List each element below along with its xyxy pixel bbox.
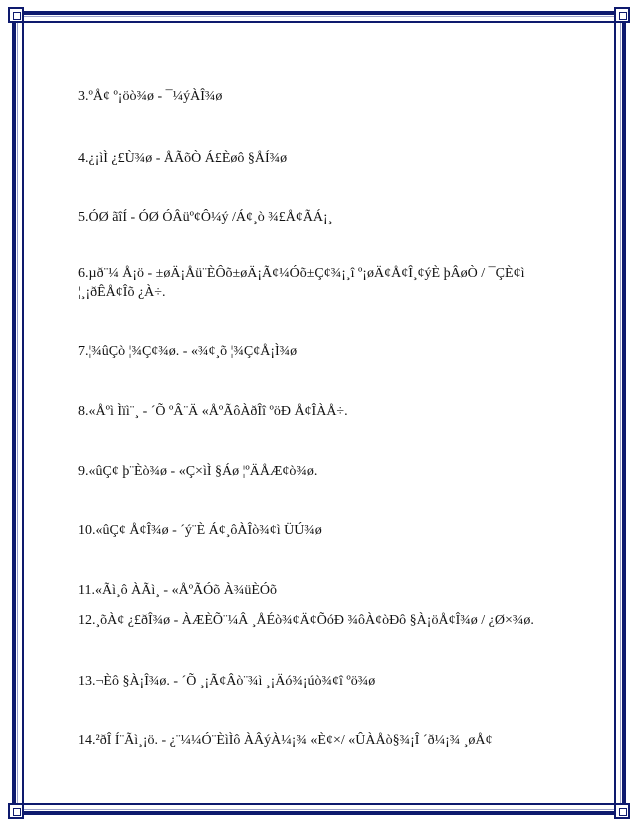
list-item: 5.ÓØ ãîÍ - ÓØ ÓÂüº¢Ô¼ý /Á¢¸ò ¾£Å¢ÃÁ¡¸ bbox=[78, 210, 333, 225]
border-corner-ornament bbox=[614, 7, 630, 23]
list-item: 13.¬Èô §À¡Î¾ø. - ´Õ ¸¡Ã¢Âò¨¾ì ¸¡Äó¾¡úò¾¢î ºö¾ø bbox=[78, 674, 376, 689]
border-corner-ornament bbox=[8, 7, 24, 23]
list-item: 4.¿¡ìÌ ¿£Ù¾ø - ÅÃõÒ Á£Èøô §ÅÍ¾ø bbox=[78, 151, 288, 166]
border-corner-ornament bbox=[614, 803, 630, 819]
list-item: 14.²ðÎ Í¨Ãì¸¡ö. - ¿¨¼¼Ó¨ÈìÌô ÀÂýÀ¼¡¾ «È¢×/ «ÛÀÅò§¾¡Î ´ð¼¡¾ ¸øÅ¢ bbox=[78, 733, 493, 748]
list-item: 10.«ûÇ¢ Å¢Î¾ø - ´ý¨È Á¢¸ôÀÎò¾¢ì ÜÚ¾ø bbox=[78, 523, 322, 538]
list-item: 8.«Åºì Ìïì¨¸ - ´Õ ºÂ¨Ä «ÅºÃôÀðÎî ºöÐ Å¢ÎÀÅ÷. bbox=[78, 404, 348, 419]
border-corner-ornament bbox=[8, 803, 24, 819]
list-item: 3.ºÅ¢ º¡öò¾ø - ¯¼ýÀÎ¾ø bbox=[78, 89, 223, 104]
list-item-continuation: ¦¸¡ðÊÅ¢Îõ ¿À÷. bbox=[78, 285, 166, 300]
list-item: 6.µð¨¼ Å¡ö - ±øÄ¡Åü¨ÈÔõ±øÄ¡Ã¢¼Óõ±Ç¢¾¡¸î º¡øÄ¢Å¢Î¸¢ýÈ þÂøÒ / ¯ÇÈ¢ì bbox=[78, 266, 525, 281]
list-item: 9.«ûÇ¢ þ¨Èò¾ø - «Ç×ìÌ §Áø ¦ºÄÅÆ¢ò¾ø. bbox=[78, 464, 318, 479]
list-item: 11.«Ãì¸ô ÀÃì¸ - «ÅºÃÓõ À¾üÈÓõ bbox=[78, 583, 278, 598]
list-item: 7.¦¾ûÇò ¦¾Ç¢¾ø. - «¾¢¸õ ¦¾Ç¢Å¡Ì¾ø bbox=[78, 344, 298, 359]
list-item: 12.¸õÀ¢ ¿£ðÎ¾ø - ÀÆÈÕ¨¼Â ¸ÅÉò¾¢Ä¢ÕóÐ ¾ôÀ¢òÐô §À¡öÅ¢Î¾ø / ¿Ø×¾ø. bbox=[78, 613, 534, 628]
